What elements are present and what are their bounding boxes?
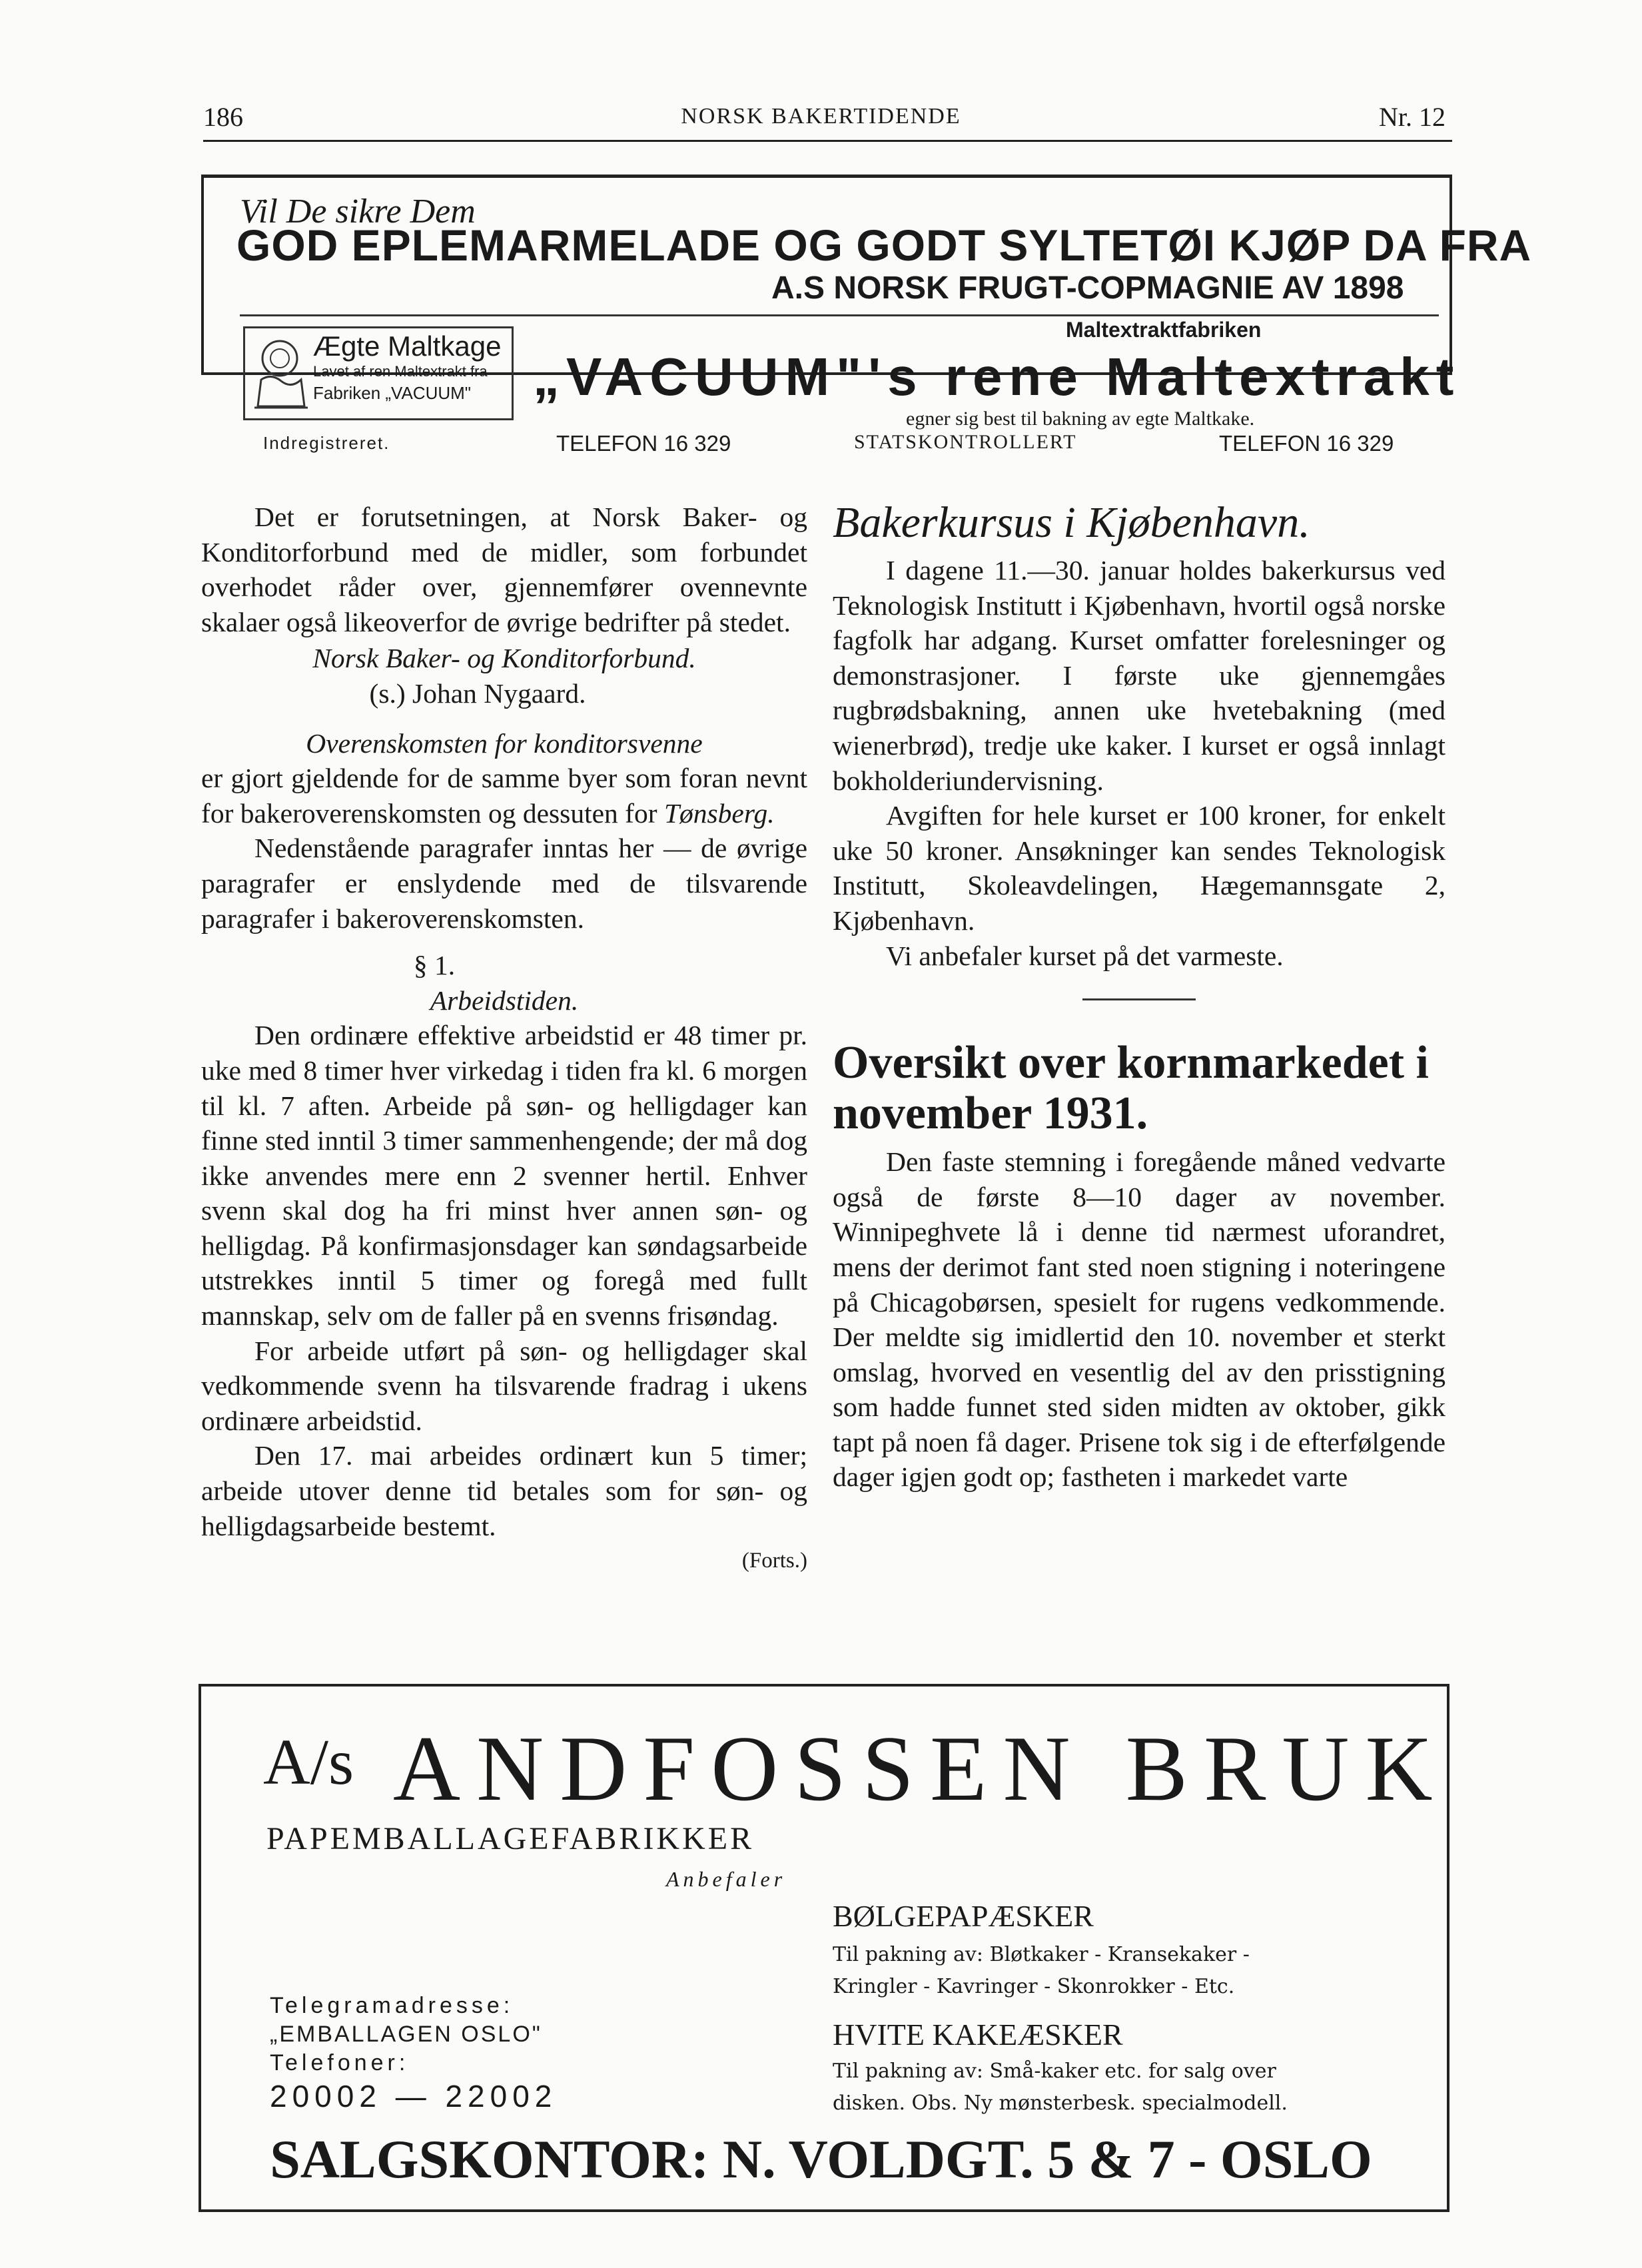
article-divider bbox=[1082, 998, 1196, 1000]
section-heading: Overenskomsten for konditorsvenne bbox=[306, 727, 703, 759]
product-title: BØLGEPAPÆSKER bbox=[833, 1899, 1094, 1933]
header-rule bbox=[203, 140, 1452, 142]
paragraph bbox=[201, 761, 807, 831]
ad-company-prefix: A/s bbox=[263, 1726, 354, 1798]
issue-number: Nr. 12 bbox=[1379, 102, 1445, 132]
article-title-market: Oversikt over kornmarkedet i november 1931. bbox=[833, 1037, 1429, 1140]
product-description: Kringler - Kavringer - Skonrokker - Etc. bbox=[833, 1975, 1235, 1998]
product-description: disken. Obs. Ny mønsterbesk. specialmodell. bbox=[833, 2091, 1288, 2115]
ad-controlled: STATSKONTROLLERT bbox=[854, 431, 1077, 453]
product-description: Til pakning av: Bløtkaker - Kransekaker - bbox=[833, 1943, 1250, 1966]
phone-numbers: 20002 — 22002 bbox=[270, 2079, 558, 2113]
continued-note: (Forts.) bbox=[741, 1549, 807, 1573]
right-column bbox=[833, 500, 1445, 1495]
ad-product: „VACUUM"'s rene Maltextrakt bbox=[533, 347, 1461, 406]
page-number: 186 bbox=[203, 102, 243, 132]
ad-recommends: Anbefaler bbox=[666, 1867, 787, 1891]
paragraph-text: er gjort gjeldende for de samme byer som foran nevnt for bakeroverenskomsten og dessuten for bbox=[201, 763, 807, 829]
paragraph: Den 17. mai arbeides ordinært kun 5 timer; arbeide utover denne tid betales som for søn- og helligdagsarbeide bestemt. bbox=[201, 1440, 807, 1541]
logo-registered: Indregistreret. bbox=[263, 433, 390, 453]
article-title-course: Bakerkursus i Kjøbenhavn. bbox=[833, 498, 1310, 547]
paragraph: Den faste stemning i foregående måned vedvarte også de første 8—10 dager av november. Winnipeghvete lå i denne tid nærmest uforandret, mens der derimot fant sted noen stigning i noteringene på Chicagobørsen, spesielt for rugens vedkommende. Der meldte sig imidlertid den 10. november et sterkt omslag, hvorved en vesentlig del av den prisstigning som hadde funnet sted siden midten av oktober, gikk tapt på noen få dager. Prisene tok sig i de efterfølgende dager igjen godt op; fastheten i markedet varte bbox=[833, 1146, 1445, 1493]
ad-phone-left: TELEFON 16 329 bbox=[556, 431, 731, 456]
ad-company: A.S NORSK FRUGT-COPMAGNIE AV 1898 bbox=[771, 270, 1404, 306]
paragraph: Avgiften for hele kurset er 100 kroner, for enkelt uke 50 kroner. Ansøkninger kan sendes Teknologisk Institutt, Skoleavdelingen, Hægemannsgate 2, Kjøbenhavn. bbox=[833, 800, 1445, 936]
telegram-address: „EMBALLAGEN OSLO" bbox=[270, 2022, 542, 2047]
running-title: NORSK BAKERTIDENDE bbox=[681, 104, 961, 129]
product-description: Til pakning av: Små-kaker etc. for salg over bbox=[833, 2060, 1276, 2083]
signature-organization: Norsk Baker- og Konditorforbund. bbox=[312, 643, 696, 674]
paragraph-title: Arbeidstiden. bbox=[430, 984, 579, 1016]
town-name: Tønsberg. bbox=[663, 797, 775, 829]
ad-factory: Maltextraktfabriken bbox=[1066, 318, 1262, 342]
sales-office: SALGSKONTOR: N. VOLDGT. 5 & 7 - OSLO bbox=[270, 2129, 1372, 2189]
paragraph: I dagene 11.—30. januar holdes bakerkursus ved Teknologisk Institutt i Kjøbenhavn, hvortil også norske fagfolk har adgang. Kurset omfatter forelesninger og demonstrasjoner. I første uke gjennemgåes rugbrødsbakning, annen uke hvetebakning (med wienerbrød), tredje uke kaker. I kurset er også innlagt bokholderiundervisning. bbox=[833, 555, 1445, 796]
phone-label: Telefoner: bbox=[270, 2050, 410, 2076]
ad-company-subtitle: PAPEMBALLAGEFABRIKKER bbox=[266, 1821, 755, 1856]
paragraph: Vi anbefaler kurset på det varmeste. bbox=[886, 940, 1284, 971]
ad-headline: GOD EPLEMARMELADE OG GODT SYLTETØI KJØP DA FRA bbox=[236, 220, 1532, 270]
ad-divider bbox=[240, 314, 1439, 316]
logo-title: Ægte Maltkage bbox=[313, 330, 502, 362]
signature-name: (s.) Johan Nygaard. bbox=[369, 677, 586, 709]
left-column bbox=[201, 500, 807, 1579]
ad-tagline: Vil De sikre Dem bbox=[240, 192, 476, 230]
ad-company-name: ANDFOSSEN BRUK bbox=[393, 1717, 1449, 1820]
lion-icon bbox=[248, 333, 311, 430]
paragraph-mark: § 1. bbox=[413, 950, 456, 981]
paragraph: Nedenstående paragrafer inntas her — de øvrige paragrafer er enslydende med de tilsvarende paragrafer i bakeroverenskomsten. bbox=[201, 833, 807, 934]
paragraph: Den ordinære effektive arbeidstid er 48 timer pr. uke med 8 timer hver virkedag i tiden fra kl. 6 morgen til kl. 7 aften. Arbeide på søn- og helligdager kan finne sted inntil 3 timer sammenhengende; der må dog ikke anvendes mere enn 2 svenner hertil. Enhver svenn skal dog ha fri minst hver annen søn- og helligdag. På konfirmasjonsdager kan søndagsarbeide utstrekkes inntil 5 timer og foregå med fullt mannskap, selv om de faller på en svenns frisøndag. bbox=[201, 1020, 807, 1331]
ad-baking-use: egner sig best til bakning av egte Maltkake. bbox=[906, 408, 1255, 430]
logo-line1: Lavet af ren Maltextrakt fra bbox=[313, 363, 488, 380]
ad-phone-right: TELEFON 16 329 bbox=[1219, 431, 1394, 456]
paragraph: For arbeide utført på søn- og helligdager skal vedkommende svenn ha tilsvarende fradrag i ukens ordinære arbeidstid. bbox=[201, 1335, 807, 1436]
paragraph: Det er forutsetningen, at Norsk Baker- og Konditorforbund med de midler, som forbundet overhodet råder over, gjennemfører ovennevnte skalaer også likeoverfor de øvrige bedrifter på stedet. bbox=[201, 502, 807, 637]
product-title: HVITE KAKEÆSKER bbox=[833, 2018, 1123, 2052]
telegram-label: Telegramadresse: bbox=[270, 1993, 514, 2018]
logo-line2: Fabriken „VACUUM" bbox=[313, 383, 472, 403]
